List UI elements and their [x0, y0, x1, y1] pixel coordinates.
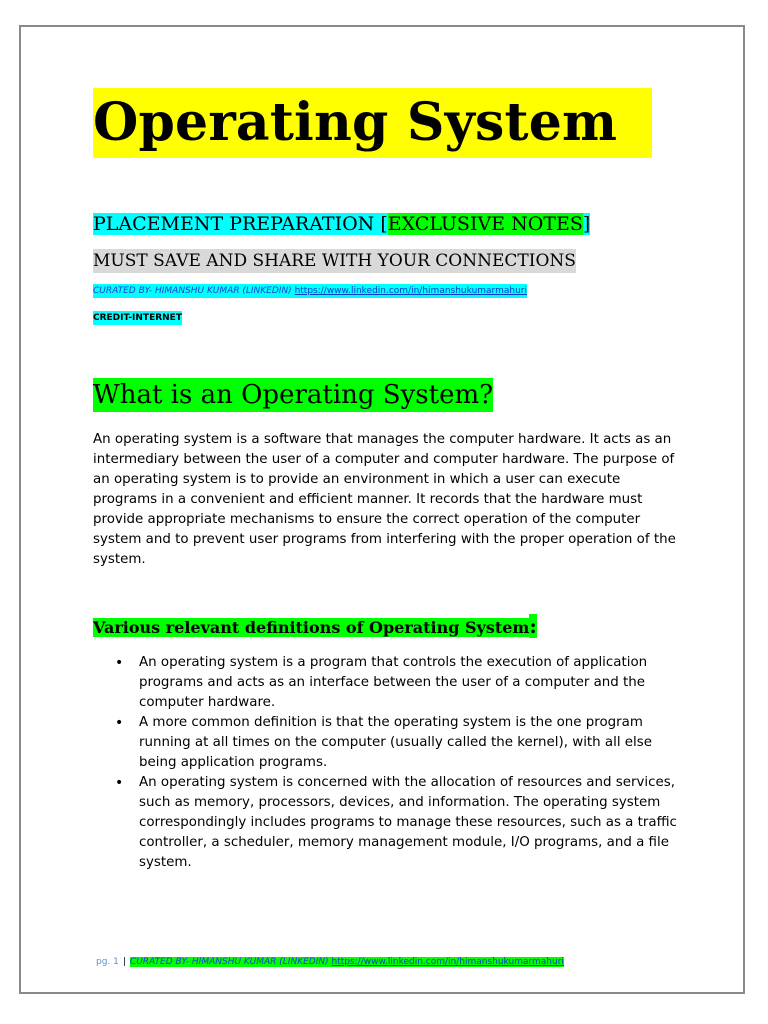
section-heading-what-is-os: What is an Operating System?: [93, 380, 494, 410]
section-paragraph: An operating system is a software that manages the computer hardware. It acts as an intermediary between the user of a computer and computer hardware. The purpose of an operating system is to provide an environment in which a user can execute programs in a convenient and efficient manner. It records that the hardware must provide appropriate mechanisms to ensure the correct operation of the computer system and to prevent user programs from interfering with the proper operation of the system.: [93, 432, 676, 567]
document-title: Operating System: [93, 88, 652, 158]
page-footer: [96, 954, 564, 970]
share-subtitle: MUST SAVE AND SHARE WITH YOUR CONNECTIONS: [93, 251, 576, 271]
list-item-text: An operating system is a program that controls the execution of application programs and acts as an interface between the user of a computer and the computer hardware.: [139, 655, 648, 710]
linkedin-link[interactable]: https://www.linkedin.com/in/himanshukumarmahuri: [294, 286, 527, 296]
list-item: [93, 773, 693, 873]
bullet-icon: •: [115, 775, 124, 791]
footer-curated-by: CURATED BY- HIMANSHU KUMAR (LINKEDIN): [129, 957, 329, 967]
subtitle-part-1: PLACEMENT PREPARATION [: [93, 213, 388, 235]
section-heading-definitions: [93, 614, 537, 638]
credit-line: CREDIT-INTERNET: [93, 313, 182, 323]
definitions-heading-text: Various relevant definitions of Operating System: [93, 618, 530, 637]
curated-by-line: [93, 284, 527, 298]
curated-by-text: CURATED BY- HIMANSHU KUMAR (LINKEDIN): [93, 286, 292, 296]
list-item-text: A more common definition is that the operating system is the one program running at all times on the computer (usually called the kernel), with all else being application programs.: [139, 715, 652, 770]
subtitle-part-3: ]: [582, 213, 591, 235]
list-item-text: An operating system is concerned with the allocation of resources and services, such as memory, processors, devices, and information. The operating system correspondingly includes programs to manage these resources, such as a traffic controller, a scheduler, memory management module, I/O programs, and a file system.: [139, 775, 677, 870]
list-item: [93, 713, 693, 773]
footer-curated-highlight: [130, 957, 564, 967]
bullet-icon: •: [115, 715, 124, 731]
page-number: pg. 1: [96, 957, 119, 967]
definitions-heading-colon: :: [529, 614, 537, 638]
list-item: [93, 653, 693, 713]
placement-preparation-subtitle: [93, 211, 590, 237]
footer-linkedin-link[interactable]: https://www.linkedin.com/in/himanshukumarmahuri: [331, 957, 564, 967]
bullet-icon: •: [115, 655, 124, 671]
subtitle-exclusive-notes: EXCLUSIVE NOTES: [387, 213, 583, 235]
footer-separator: |: [122, 957, 126, 967]
definitions-list: [93, 653, 693, 873]
